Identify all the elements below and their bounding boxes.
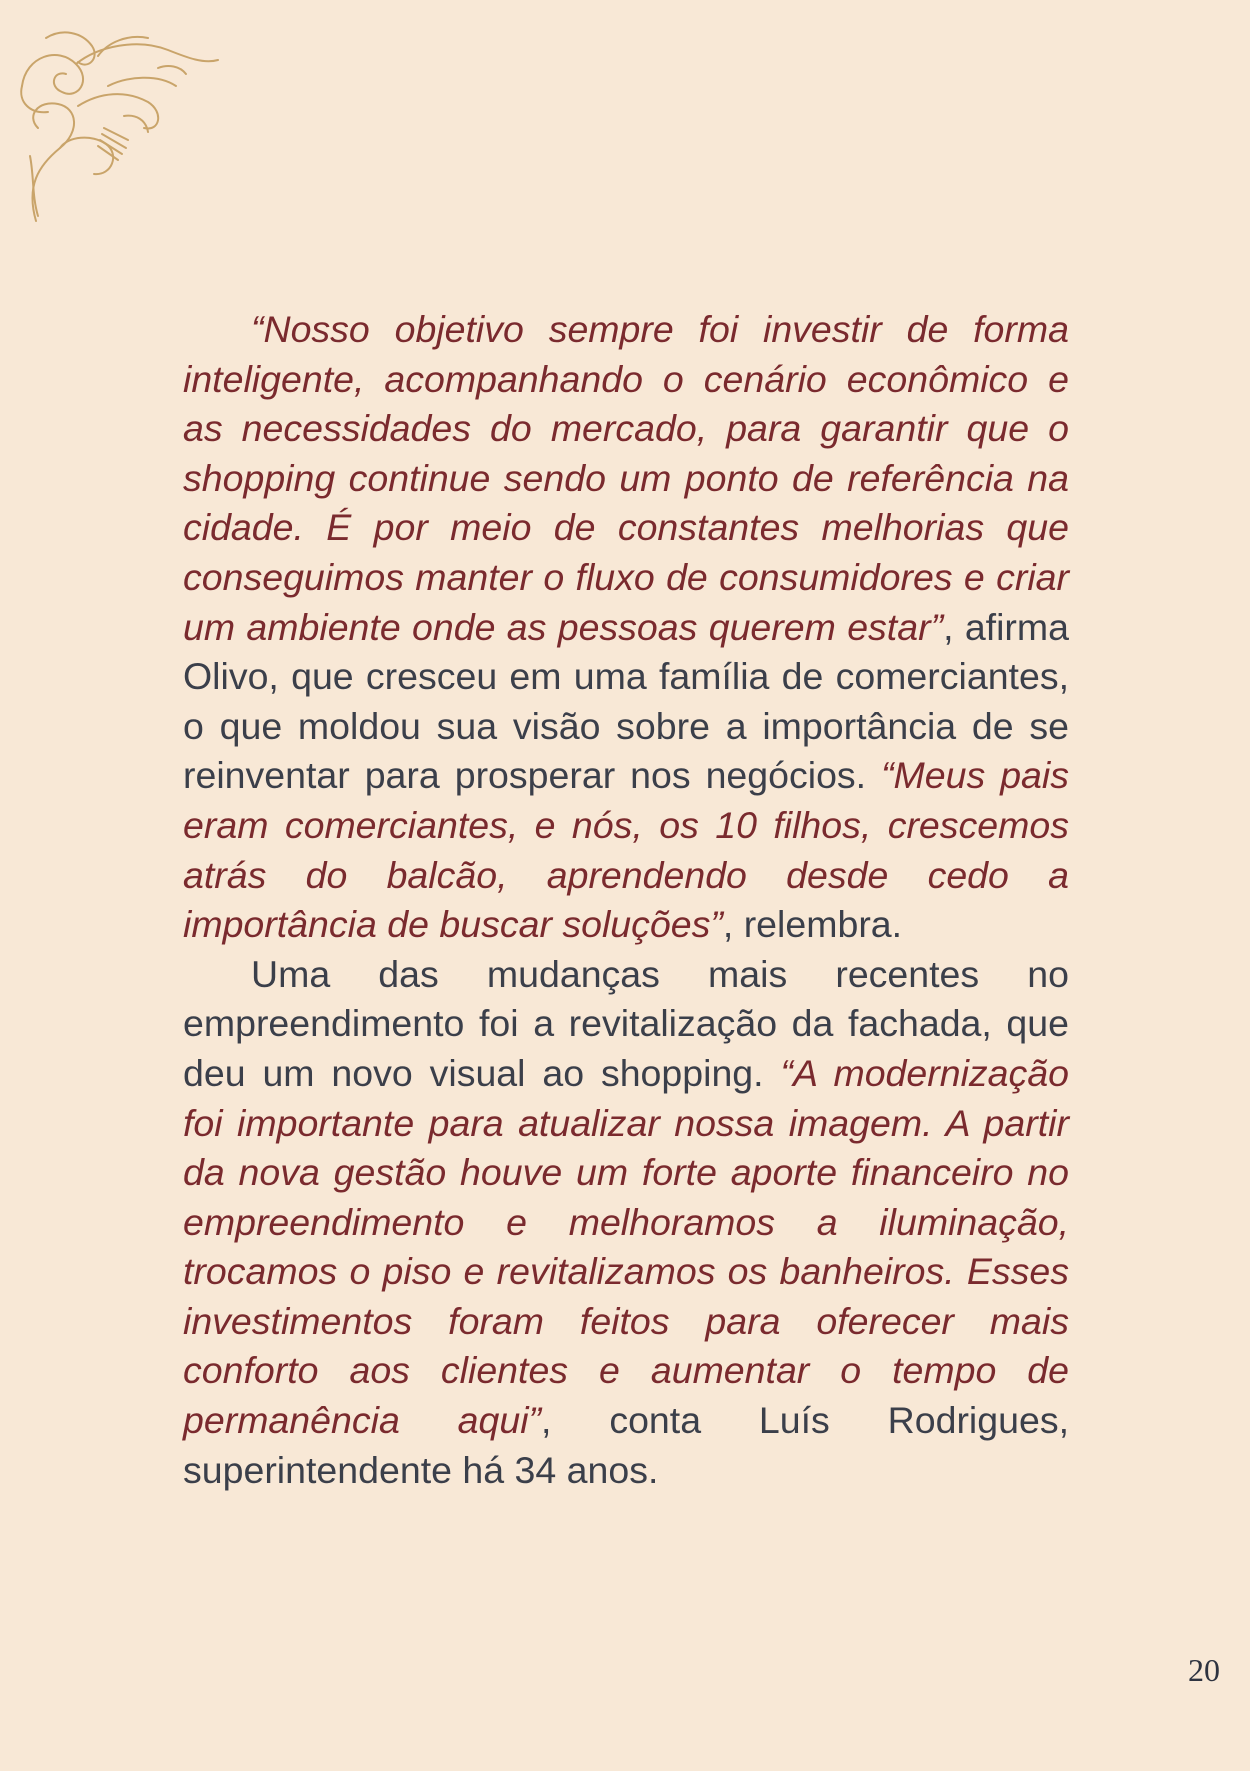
- quote-text: “A modernização foi importante para atualizar nossa imagem. A partir da nova gestão houve um forte aporte financeiro no empreendimento e melhoramos a iluminação, trocamos o piso e revitalizamos os banheiros. Esses investimentos foram feitos para oferecer mais conforto aos clientes e aumentar o tempo de permanência aqui”: [183, 1051, 1070, 1442]
- body-text: , conta Luís Rodrigues, superintendente há 34 anos.: [183, 1399, 1069, 1491]
- corner-flourish-icon: [8, 16, 228, 231]
- body-text: Uma das mudanças mais recentes no empreendimento foi a revitalização da fachada, que deu um novo visual ao shopping.: [183, 952, 1069, 1094]
- paragraph-2: [183, 950, 1069, 1496]
- article-body: [183, 305, 1069, 1495]
- quote-text: “Meus pais eram comerciantes, e nós, os 10 filhos, crescemos atrás do balcão, aprendendo desde cedo a importância de buscar soluções”: [183, 754, 1069, 946]
- paragraph-1: [183, 305, 1069, 950]
- quote-text: “Nosso objetivo sempre foi investir de forma inteligente, acompanhando o cenário econômico e as necessidades do mercado, para garantir que o shopping continue sendo um ponto de referência na cidade. É por meio de constantes melhorias que conseguimos manter o fluxo de consumidores e criar um ambiente onde as pessoas querem estar”: [183, 308, 1069, 648]
- body-text: , afirma Olivo, que cresceu em uma família de comerciantes, o que moldou sua visão sobre a importância de se reinventar para prosperar nos negócios.: [183, 605, 1069, 797]
- body-text: , relembra.: [722, 903, 903, 946]
- page-number: 20: [1188, 1652, 1220, 1688]
